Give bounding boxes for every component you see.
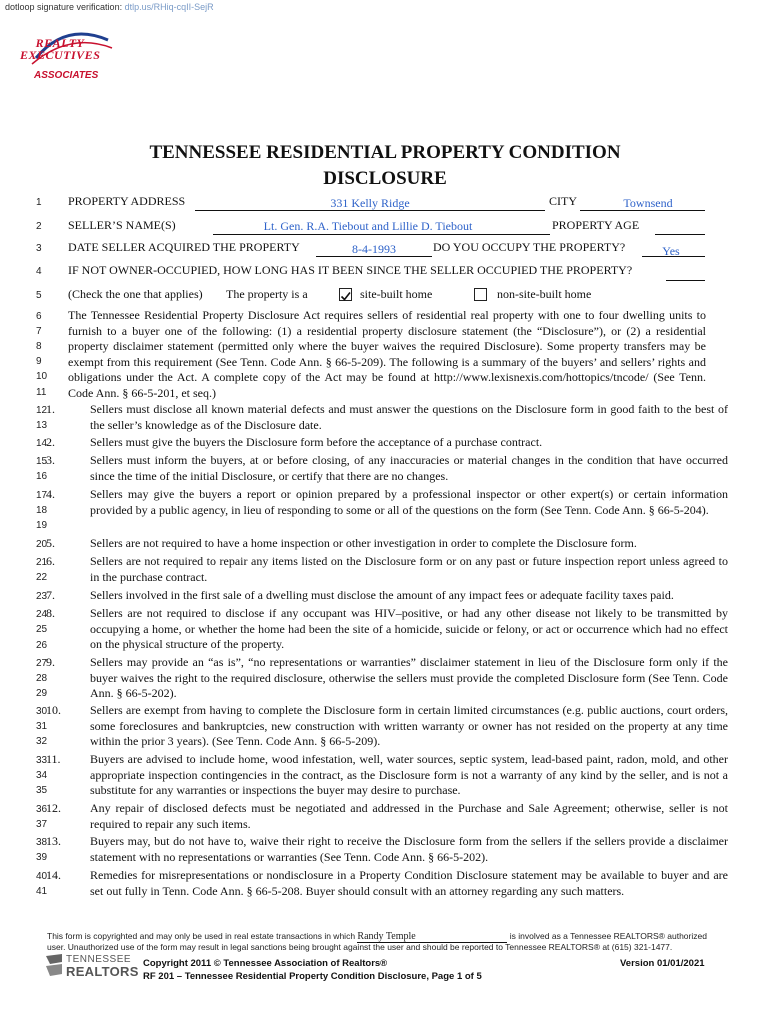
property-age-label: PROPERTY AGE: [552, 218, 640, 232]
non-site-built-label: non-site-built home: [497, 287, 592, 301]
check-instruction: (Check the one that applies): [68, 287, 203, 301]
city-field[interactable]: Townsend: [623, 196, 673, 210]
not-owner-occupied-underline: [666, 280, 705, 281]
list-item: 5. Sellers are not required to have a home inspection or other investigation in order to complete the Disclosure form.: [46, 536, 637, 550]
footer-unauthorized-notice: user. Unauthorized use of the form may result in legal sanctions being brought against the user and should be reported to Tennessee REALTORS® at (615) 321-1477.: [47, 942, 673, 952]
line-number: 40: [36, 871, 48, 882]
list-item: 4. Sellers may give the buyers a report or opinion prepared by a professional inspector or other expert(s) or certain information provided by a public agency, in lieu of responding to some or all of the questions on the form (See Tenn. Code Ann. § 66-5-204).: [46, 487, 728, 517]
footer-copyright: Copyright 2011 © Tennessee Association of Realtors®: [143, 958, 388, 969]
line-number: 35: [36, 785, 48, 796]
line-number: 15: [36, 456, 48, 467]
line-number: 33: [36, 755, 48, 766]
line-number: 36: [36, 804, 48, 815]
line-number: 1: [36, 197, 42, 208]
line-number: 9: [36, 356, 42, 367]
list-item: 2. Sellers must give the buyers the Disclosure form before the acceptance of a purchase contract.: [46, 435, 543, 449]
not-owner-occupied-label: IF NOT OWNER-OCCUPIED, HOW LONG HAS IT BEEN SINCE THE SELLER OCCUPIED THE PROPERTY?: [68, 263, 633, 277]
line-number: 26: [36, 640, 48, 651]
list-item: 7. Sellers involved in the first sale of a dwelling must disclose the amount of any impact fees or adequate facility taxes paid.: [46, 588, 674, 602]
line-number: 18: [36, 505, 48, 516]
date-acquired-label: DATE SELLER ACQUIRED THE PROPERTY: [68, 240, 300, 254]
line-number: 7: [36, 326, 42, 337]
logo-tennessee: TENNESSEE: [66, 954, 132, 965]
line-number: 6: [36, 311, 42, 322]
tennessee-realtors-logo: [44, 952, 139, 980]
list-item: 6. Sellers are not required to repair any items listed on the Disclosure form or on any past or future inspection report unless agreed to in the purchase contract.: [46, 554, 728, 584]
list-item: 13. Buyers may, but do not have to, waive their right to receive the Disclosure form from the sellers if the sellers provide a disclaimer statement with no representations or warranties (See Tenn. Code Ann. § 66-5-202).: [46, 834, 728, 864]
property-address-field[interactable]: 331 Kelly Ridge: [330, 196, 410, 210]
line-number: 29: [36, 688, 48, 699]
list-item: 8. Sellers are not required to disclose if any occupant was HIV–positive, or had any other disease not likely to be transmitted by occupying a home, or whether the home had been the site of a homicide, suicide or felony, or act or occurrence which had no effect on the physical structure of the property.: [46, 606, 728, 651]
list-item: 11. Buyers are advised to include home, wood infestation, well, water sources, septic system, lead-based paint, radon, mold, and other appropriate inspection contingencies in the contract, as the Disclosure form is not a warranty of any kind by the seller, and is not a substitute for any warranties or inspections the buyer may desire to purchase.: [46, 752, 728, 797]
footer-copyright-notice: This form is copyrighted and may only be used in real estate transactions in which Randy Temple is involved as a Tennessee REALTORS® authorized: [47, 931, 707, 942]
line-number: 12: [36, 405, 48, 416]
line-number: 8: [36, 341, 42, 352]
occupy-field[interactable]: Yes: [662, 244, 680, 258]
date-acquired-field[interactable]: 8-4-1993: [352, 242, 396, 256]
site-built-checkbox[interactable]: [339, 288, 352, 301]
line-number: 27: [36, 658, 48, 669]
logo-line2: EXECUTIVES: [20, 48, 101, 62]
line-number: 37: [36, 819, 48, 830]
document-title-line1: TENNESSEE RESIDENTIAL PROPERTY CONDITION: [149, 142, 621, 163]
line-number: 4: [36, 266, 42, 277]
footer-version: Version 01/01/2021: [620, 958, 705, 969]
line-number: 21: [36, 557, 48, 568]
tennessee-realtors-icon: [44, 952, 64, 978]
occupy-label: DO YOU OCCUPY THE PROPERTY?: [433, 240, 626, 254]
line-number: 32: [36, 736, 48, 747]
verification-label: dotloop signature verification:: [5, 2, 123, 12]
line-number: 41: [36, 886, 48, 897]
line-number: 24: [36, 609, 48, 620]
line-number: 34: [36, 770, 48, 781]
site-built-label: site-built home: [360, 287, 433, 301]
list-item: 10. Sellers are exempt from having to complete the Disclosure form in certain limited circumstances (e.g. public auctions, court orders, some foreclosures and bankruptcies, new construction with written warranty or owner has not resided on the property at any time within the prior 3 years). (See Tenn. Code Ann. § 66-5-209).: [46, 703, 728, 748]
logo-line3: ASSOCIATES: [34, 70, 99, 81]
line-number: 38: [36, 837, 48, 848]
sellers-name-underline: [213, 234, 550, 235]
realty-executives-logo: [20, 28, 120, 84]
list-item: 9. Sellers may provide an “as is”, “no representations or warranties” disclaimer statement in lieu of the Disclosure form only if the buyer waives the right to the required disclosure, otherwise the sellers must provide the completed Disclosure form (See Tenn. Code Ann. § 66-5-202).: [46, 655, 728, 700]
intro-paragraph: The Tennessee Residential Property Disclosure Act requires sellers of residential real property with one to four dwelling units to furnish to a buyer one of the following: (1) a residential property disclosure statement (the “Disclosure”), or (2) a residential property disclaimer statement (permitted only where the buyer waives the required Disclosure). Some property transfers may be exempt from this requirement (See Tenn. Code Ann. § 66-5-209). The following is a summary of the buyers’ and sellers’ rights and obligations under the Act. A complete copy of the Act may be found at http://www.lexisnexis.com/hottopics/tncode/ (See Tenn. Code Ann. § 66-5-201, et seq.): [68, 308, 706, 400]
line-number: 19: [36, 520, 48, 531]
property-address-label: PROPERTY ADDRESS: [68, 194, 186, 208]
list-item: 1. Sellers must disclose all known material defects and must answer the questions on the Disclosure form in good faith to the best of the seller’s knowledge as of the Disclosure date.: [46, 402, 728, 432]
line-number: 30: [36, 706, 48, 717]
property-age-underline: [655, 234, 705, 235]
document-title-line2: DISCLOSURE: [323, 168, 447, 189]
line-number: 20: [36, 539, 48, 550]
licensee-name: Randy Temple: [357, 931, 507, 943]
line-number: 2: [36, 221, 42, 232]
sellers-name-field[interactable]: Lt. Gen. R.A. Tiebout and Lillie D. Tiebout: [263, 219, 473, 233]
line-number: 28: [36, 673, 48, 684]
line-number: 13: [36, 420, 48, 431]
line-number: 14: [36, 438, 48, 449]
list-item: 3. Sellers must inform the buyers, at or before closing, of any inaccuracies or material changes in the condition that have occurred since the time of the initial Disclosure, or certify that there are no changes.: [46, 453, 728, 483]
line-number: 11: [36, 387, 47, 398]
city-label: CITY: [549, 194, 577, 208]
verification-link[interactable]: dtlp.us/RHiq-cqII-SejR: [124, 2, 214, 12]
logo-line1: REALTY: [35, 36, 85, 50]
sellers-name-label: SELLER’S NAME(S): [68, 218, 176, 232]
checkmark-icon: [340, 291, 351, 302]
logo-realtors: REALTORS: [66, 964, 139, 979]
line-number: 3: [36, 243, 42, 254]
line-number: 17: [36, 490, 48, 501]
property-is-label: The property is a: [226, 287, 308, 301]
line-number: 23: [36, 591, 48, 602]
line-number: 25: [36, 624, 48, 635]
line-number: 16: [36, 471, 48, 482]
list-item: 12. Any repair of disclosed defects must be negotiated and addressed in the Purchase and Sale Agreement; otherwise, seller is not required to repair any such items.: [46, 801, 728, 831]
non-site-built-checkbox[interactable]: [474, 288, 487, 301]
list-item: 14. Remedies for misrepresentations or nondisclosure in a Property Condition Disclosure statement may be available to buyer and are set out fully in Tenn. Code Ann. § 66-5-208. Buyer should consult with an attorney regarding any such matters.: [46, 868, 728, 898]
line-number: 39: [36, 852, 48, 863]
line-number: 5: [36, 290, 42, 301]
line-number: 31: [36, 721, 48, 732]
footer-form-id: RF 201 – Tennessee Residential Property Condition Disclosure, Page 1 of 5: [143, 971, 482, 982]
dotloop-verification: [5, 2, 214, 12]
line-number: 10: [36, 371, 48, 382]
line-number: 22: [36, 572, 48, 583]
